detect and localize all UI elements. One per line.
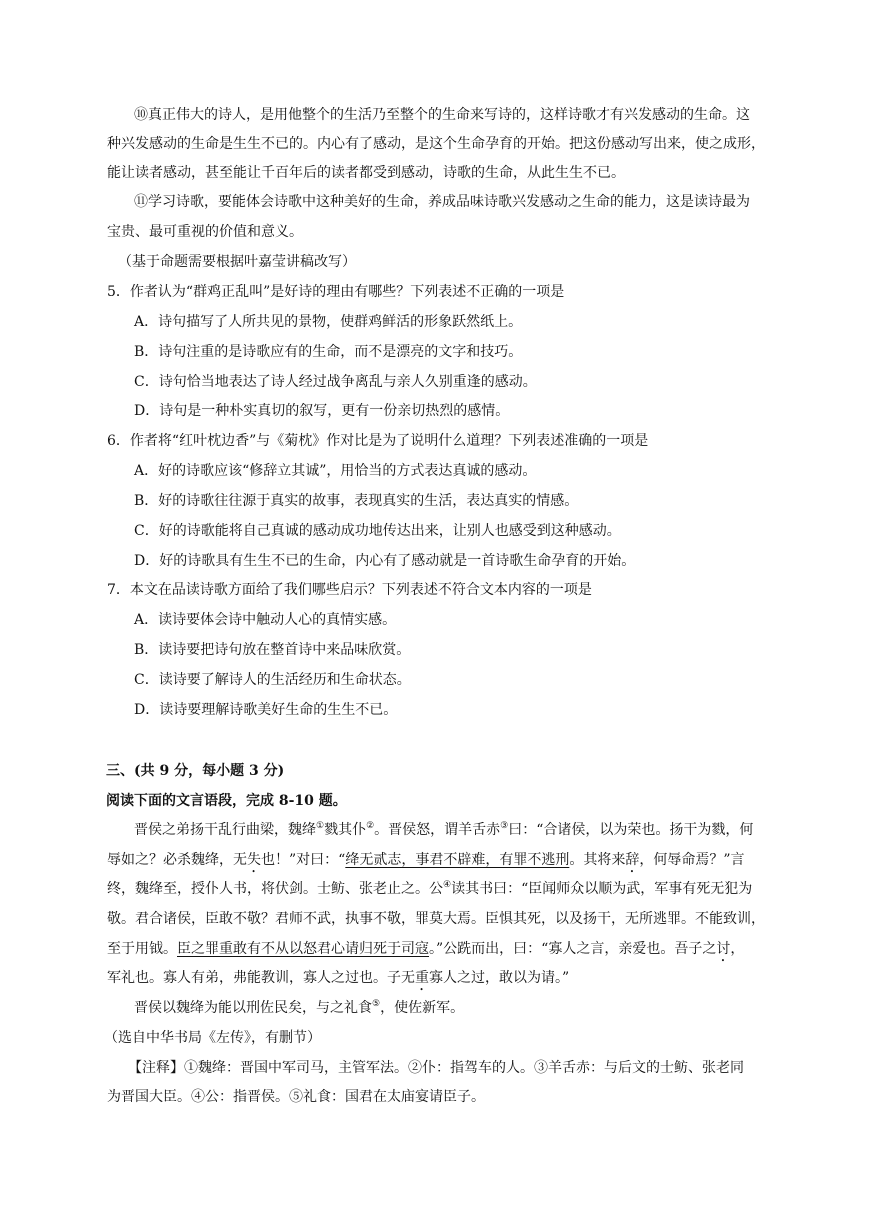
footnote-mark-4: ④ bbox=[443, 880, 452, 890]
classical-line-6: 军礼也。寡人有弟，弗能教训，寡人之过也。子无重寡人之过，敢以为请。” bbox=[107, 970, 570, 986]
paragraph-11-line-1: ⑪学习诗歌，要能体会诗歌中这种美好的生命，养成品味诗歌兴发感动之生命的能力，这是读诗最为 bbox=[134, 194, 750, 210]
question-5-option-b: B．诗句注重的是诗歌应有的生命，而不是漂亮的文字和技巧。 bbox=[134, 344, 523, 360]
classical-line-2: 辱如之？必杀魏绛，无失也！”对曰：“绛无贰志，事君不辟难，有罪不逃刑。其将来辞，何辱命焉？”言 bbox=[107, 852, 745, 868]
classical-line-3: 终，魏绛至，授仆人书，将伏剑。士鲂、张老止之。公④读其书曰：“臣闻师众以顺为武，军事有死无犯为 bbox=[107, 880, 753, 897]
classical-source: （选自中华书局《左传》，有删节） bbox=[104, 1030, 321, 1046]
passage-source: （基于命题需要根据叶嘉莹讲稿改写） bbox=[118, 254, 356, 270]
paragraph-11-line-2: 宝贵、最可重视的价值和意义。 bbox=[107, 224, 303, 240]
emphasized-word-ci: 辞 bbox=[625, 852, 640, 868]
question-5-option-a: A．诗句描写了人所共见的景物，使群鸡鲜活的形象跃然纸上。 bbox=[134, 314, 523, 330]
emphasized-word-shi: 失 bbox=[247, 852, 261, 868]
question-6-option-a: A．好的诗歌应该“修辞立其诚”，用恰当的方式表达真诚的感动。 bbox=[134, 463, 537, 479]
emphasized-word-tao: 讨 bbox=[716, 941, 731, 957]
question-7-option-a: A．读诗要体会诗中触动人心的真情实感。 bbox=[134, 612, 397, 628]
question-5-option-d: D．诗句是一种朴实真切的叙写，更有一份亲切热烈的感情。 bbox=[134, 403, 510, 419]
section-3-instruction: 阅读下面的文言语段，完成 8-10 题。 bbox=[106, 793, 347, 809]
underlined-sentence-1: 绛无贰志，事君不辟难，有罪不逃刑 bbox=[345, 852, 570, 868]
emphasized-word-zhong: 重 bbox=[415, 970, 429, 986]
question-6-option-b: B．好的诗歌往往源于真实的故事，表现真实的生活，表达真实的情感。 bbox=[134, 493, 579, 509]
footnote-mark-1: ① bbox=[316, 821, 325, 831]
question-6-option-d: D．好的诗歌具有生生不已的生命，内心有了感动就是一首诗歌生命孕育的开始。 bbox=[134, 553, 636, 569]
footnote-mark-2: ② bbox=[366, 821, 375, 831]
paragraph-10-line-1: ⑩真正伟大的诗人，是用他整个的生活乃至整个的生命来写诗的，这样诗歌才有兴发感动的生命。这 bbox=[134, 107, 750, 123]
footnote-mark-5: ⑤ bbox=[372, 999, 381, 1009]
question-6-option-c: C．好的诗歌能将自己真诚的感动成功地传达出来，让别人也感受到这种感动。 bbox=[134, 523, 621, 539]
question-7-option-b: B．读诗要把诗句放在整首诗中来品味欣赏。 bbox=[134, 642, 411, 658]
footnote-mark-3: ③ bbox=[500, 821, 509, 831]
paragraph-10-line-3: 能让读者感动，甚至能让千百年后的读者都受到感动，诗歌的生命，从此生生不已。 bbox=[107, 165, 625, 181]
question-6-stem: 6．作者将“红叶枕边香”与《菊枕》作对比是为了说明什么道理？下列表述准确的一项是 bbox=[107, 433, 649, 449]
question-7-stem: 7．本文在品读诗歌方面给了我们哪些启示？下列表述不符合文本内容的一项是 bbox=[107, 582, 592, 598]
question-7-option-c: C．读诗要了解诗人的生活经历和生命状态。 bbox=[134, 672, 411, 688]
underlined-sentence-2: 臣之罪重敢有不从以怒君心请归死于司寇 bbox=[177, 941, 429, 957]
question-7-option-d: D．读诗要理解诗歌美好生命的生生不已。 bbox=[134, 702, 398, 718]
classical-line-1: 晋侯之弟扬干乱行曲梁，魏绛①戮其仆②。晋侯怒，谓羊舌赤③曰：“合诸侯，以为荣也。扬干为戮，何 bbox=[134, 821, 754, 838]
classical-line-5: 至于用钺。臣之罪重敢有不从以怒君心请归死于司寇。”公跣而出，曰：“寡人之言，亲爱也。吾子之讨， bbox=[107, 941, 745, 957]
section-3-heading: 三、(共 9 分，每小题 3 分) bbox=[106, 763, 285, 779]
paragraph-10-line-2: 种兴发感动的生命是生生不已的。内心有了感动，是这个生命孕育的开始。把这份感动写出来，使之成形， bbox=[107, 136, 765, 152]
question-5-stem: 5．作者认为“群鸡正乱叫”是好诗的理由有哪些？下列表述不正确的一项是 bbox=[107, 284, 565, 300]
classical-line-7: 晋侯以魏绛为能以刑佐民矣，与之礼食⑤，使佐新军。 bbox=[134, 999, 465, 1016]
classical-line-4: 敬。君合诸侯，臣敢不敬？君师不武，执事不敬，罪莫大焉。臣惧其死，以及扬干，无所逃罪。不能致训， bbox=[107, 911, 765, 927]
question-5-option-c: C．诗句恰当地表达了诗人经过战争离乱与亲人久别重逢的感动。 bbox=[134, 374, 537, 390]
notes-line-1: 【注释】①魏绛：晋国中军司马，主管军法。②仆：指驾车的人。③羊舌赤：与后文的士鲂、张老同 bbox=[128, 1060, 744, 1076]
notes-line-2: 为晋国大臣。④公：指晋侯。⑤礼食：国君在太庙宴请臣子。 bbox=[107, 1089, 485, 1105]
